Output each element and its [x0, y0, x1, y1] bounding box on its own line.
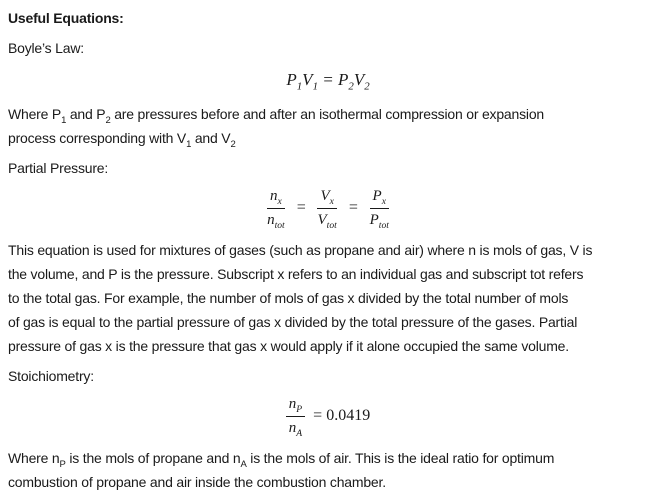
pressure-fraction-denominator: $P_{tot}$	[369, 212, 389, 231]
stoichiometry-label: Stoichiometry:	[8, 368, 94, 384]
stoichiometry-equation	[8, 394, 648, 438]
volume-fraction	[315, 186, 340, 230]
ratio-fraction	[286, 394, 305, 438]
equals-sign: =	[295, 199, 307, 216]
ratio-value: = 0.0419	[313, 407, 371, 424]
partial-pressure-label: Partial Pressure:	[8, 160, 109, 176]
boyles-law-label: Boyle’s Law:	[8, 40, 84, 56]
partial-pressure-equation	[8, 186, 648, 230]
boyles-law-formula: $P_1V_1 = P_2V_2$	[286, 70, 370, 93]
stoichiometry-description: Where $n_P$ is the mols of propane and $n_A$ is the mols of air. This is the ideal ratio for optimum combustion of propane and air inside the combustion chamber.	[8, 450, 555, 490]
ratio-fraction-numerator: $n_P$	[286, 394, 305, 417]
mol-fraction-numerator: $n_x$	[267, 186, 285, 209]
boyles-law-equation	[8, 66, 648, 94]
volume-fraction-numerator: $V_x$	[317, 186, 336, 209]
partial-pressure-description: This equation is used for mixtures of gases (such as propane and air) where n is mols of gas, V is the volume, and P is the pressure. Subscript x refers to an individual gas and subscript tot refers to the total gas. For example, the number of mols of gas x divided by the total number of mols of gas is equal to the partial pressure of gas x divided by the total pressure of the gases. Partial pressure of gas x is the pressure that gas x would apply if it alone occupied the same volume.	[8, 242, 593, 354]
boyles-law-description: Where $P_1$ and $P_2$ are pressures before and after an isothermal compression or expansion process corresponding with $V_1$ and $V_2$	[8, 106, 544, 150]
pressure-fraction	[367, 186, 392, 230]
ratio-fraction-denominator: $n_A$	[288, 420, 303, 439]
pressure-fraction-numerator: $P_x$	[370, 186, 389, 209]
page-title: Useful Equations:	[8, 10, 124, 26]
volume-fraction-denominator: $V_{tot}$	[317, 212, 337, 231]
mol-fraction	[264, 186, 288, 230]
equals-sign: =	[347, 199, 359, 216]
mol-fraction-denominator: $n_{tot}$	[267, 212, 285, 231]
